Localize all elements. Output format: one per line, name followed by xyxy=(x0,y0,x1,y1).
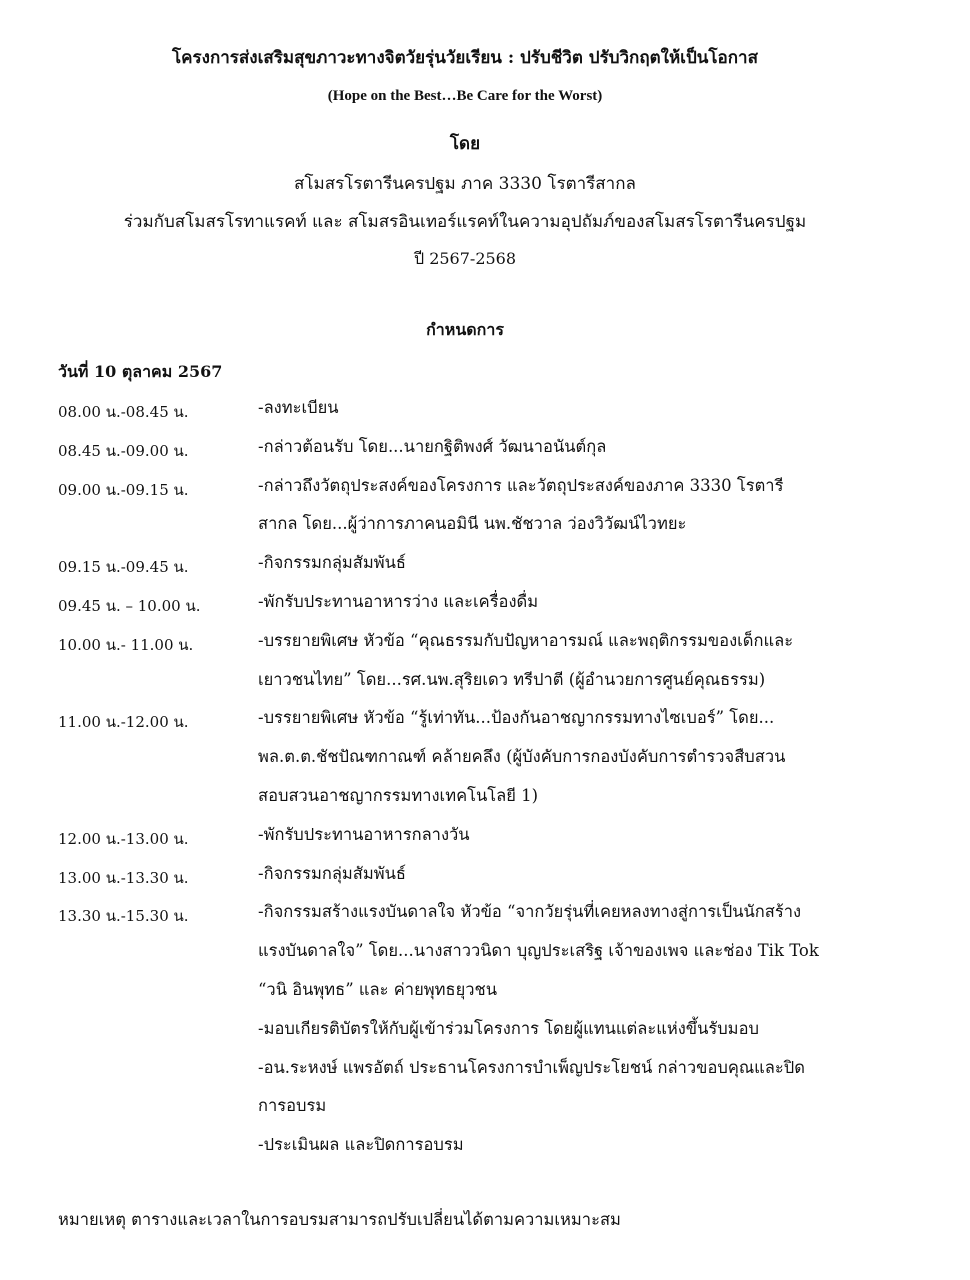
schedule-time: 08.45 น.-09.00 น. xyxy=(58,441,189,460)
document-subtitle: (Hope on the Best…Be Care for the Worst) xyxy=(327,88,603,104)
partners: ร่วมกับสโมสรโรทาแรคท์ และ สโมสรอินเทอร์แรคท์ในความอุปถัมภ์ของสโมสรโรตารีนครปฐม xyxy=(123,212,807,232)
schedule-time: 11.00 น.-12.00 น. xyxy=(58,713,189,732)
schedule-description-line: -กิจกรรมกลุ่มสัมพันธ์ xyxy=(258,553,406,573)
schedule-description-line: “วนิ อินพุทธ” และ ค่ายพุทธยุวชน xyxy=(258,979,497,999)
schedule-description-line: -บรรยายพิเศษ หัวข้อ “คุณธรรมกับปัญหาอารมณ์ และพฤติกรรมของเด็กและ xyxy=(258,630,794,650)
year: ปี 2567-2568 xyxy=(413,249,517,268)
schedule-description-line: -กิจกรรมสร้างแรงบันดาลใจ หัวข้อ “จากวัยรุ่นที่เคยหลงทางสู่การเป็นนักสร้าง xyxy=(258,902,802,922)
schedule-description-line: -ประเมินผล และปิดการอบรม xyxy=(258,1135,464,1155)
schedule-description-line: -บรรยายพิเศษ หัวข้อ “รู้เท่าทัน...ป้องกันอาชญากรรมทางไซเบอร์” โดย... xyxy=(258,708,775,728)
schedule-description-line: แรงบันดาลใจ” โดย...นางสาววนิดา บุญประเสริฐ เจ้าของเพจ และช่อง Tik Tok xyxy=(258,941,819,961)
schedule-description xyxy=(258,629,898,707)
schedule-description xyxy=(258,590,898,629)
schedule-description-line: -ลงทะเบียน xyxy=(258,398,339,417)
schedule-description-line: -กิจกรรมกลุ่มสัมพันธ์ xyxy=(258,863,406,883)
schedule-description-line: การอบรม xyxy=(258,1096,327,1116)
schedule-description-line: สากล โดย...ผู้ว่าการภาคนอมินี นพ.ชัชวาล ว่องวิวัฒน์ไวทยะ xyxy=(258,514,687,534)
schedule-description xyxy=(258,823,898,862)
schedule-description xyxy=(258,706,898,822)
schedule-time: 08.00 น.-08.45 น. xyxy=(58,403,189,421)
schedule-time: 13.00 น.-13.30 น. xyxy=(58,868,189,887)
schedule-time: 09.00 น.-09.15 น. xyxy=(58,480,189,499)
schedule-heading: กำหนดการ xyxy=(426,320,504,339)
schedule-description-line: เยาวชนไทย” โดย...รศ.นพ.สุริยเดว ทรีปาตี (ผู้อำนวยการศูนย์คุณธรรม) xyxy=(258,669,766,689)
schedule-time: 09.15 น.-09.45 น. xyxy=(58,558,189,577)
schedule-description-line: -กล่าวต้อนรับ โดย...นายกฐิติพงศ์ วัฒนาอนันต์กุล xyxy=(258,436,607,456)
schedule-description xyxy=(258,900,898,1172)
document-title: โครงการส่งเสริมสุขภาวะทางจิตวัยรุ่นวัยเรียน : ปรับชีวิต ปรับวิกฤตให้เป็นโอกาส xyxy=(172,48,758,68)
schedule-time: 13.30 น.-15.30 น. xyxy=(58,907,189,926)
schedule-description-line: -อน.ระหงษ์ แพรอัตถ์ ประธานโครงการบำเพ็ญประโยชน์ กล่าวขอบคุณและปิด xyxy=(258,1057,805,1077)
schedule-description xyxy=(258,862,898,901)
schedule-description xyxy=(258,396,898,435)
schedule-description xyxy=(258,551,898,590)
schedule-description-line: สอบสวนอาชญากรรมทางเทคโนโลยี 1) xyxy=(258,785,539,805)
schedule-description-line: -พักรับประทานอาหารกลางวัน xyxy=(258,824,470,844)
schedule-description-line: -พักรับประทานอาหารว่าง และเครื่องดื่ม xyxy=(258,592,539,611)
by-label: โดย xyxy=(449,134,481,154)
schedule-description xyxy=(258,435,898,474)
schedule-description-line: พล.ต.ต.ชัชปัณฑกาณฑ์ คล้ายคลึง (ผู้บังคับการกองบังคับการตำรวจสืบสวน xyxy=(258,747,786,767)
schedule-date: วันที่ 10 ตุลาคม 2567 xyxy=(58,362,223,381)
schedule-time: 12.00 น.-13.00 น. xyxy=(58,829,189,848)
schedule-description-line: -มอบเกียรติบัตรให้กับผู้เข้าร่วมโครงการ โดยผู้แทนแต่ละแห่งขึ้นรับมอบ xyxy=(258,1018,759,1038)
schedule-description-line: -กล่าวถึงวัตถุประสงค์ของโครงการ และวัตถุประสงค์ของภาค 3330 โรตารี xyxy=(258,475,784,495)
schedule-time: 10.00 น.- 11.00 น. xyxy=(58,635,194,654)
footnote: หมายเหตุ ตารางและเวลาในการอบรมสามารถปรับเปลี่ยนได้ตามความเหมาะสม xyxy=(58,1210,621,1229)
organizer: สโมสรโรตารีนครปฐม ภาค 3330 โรตารีสากล xyxy=(294,174,636,194)
schedule-description xyxy=(258,474,898,552)
schedule-time: 09.45 น. – 10.00 น. xyxy=(58,597,201,615)
